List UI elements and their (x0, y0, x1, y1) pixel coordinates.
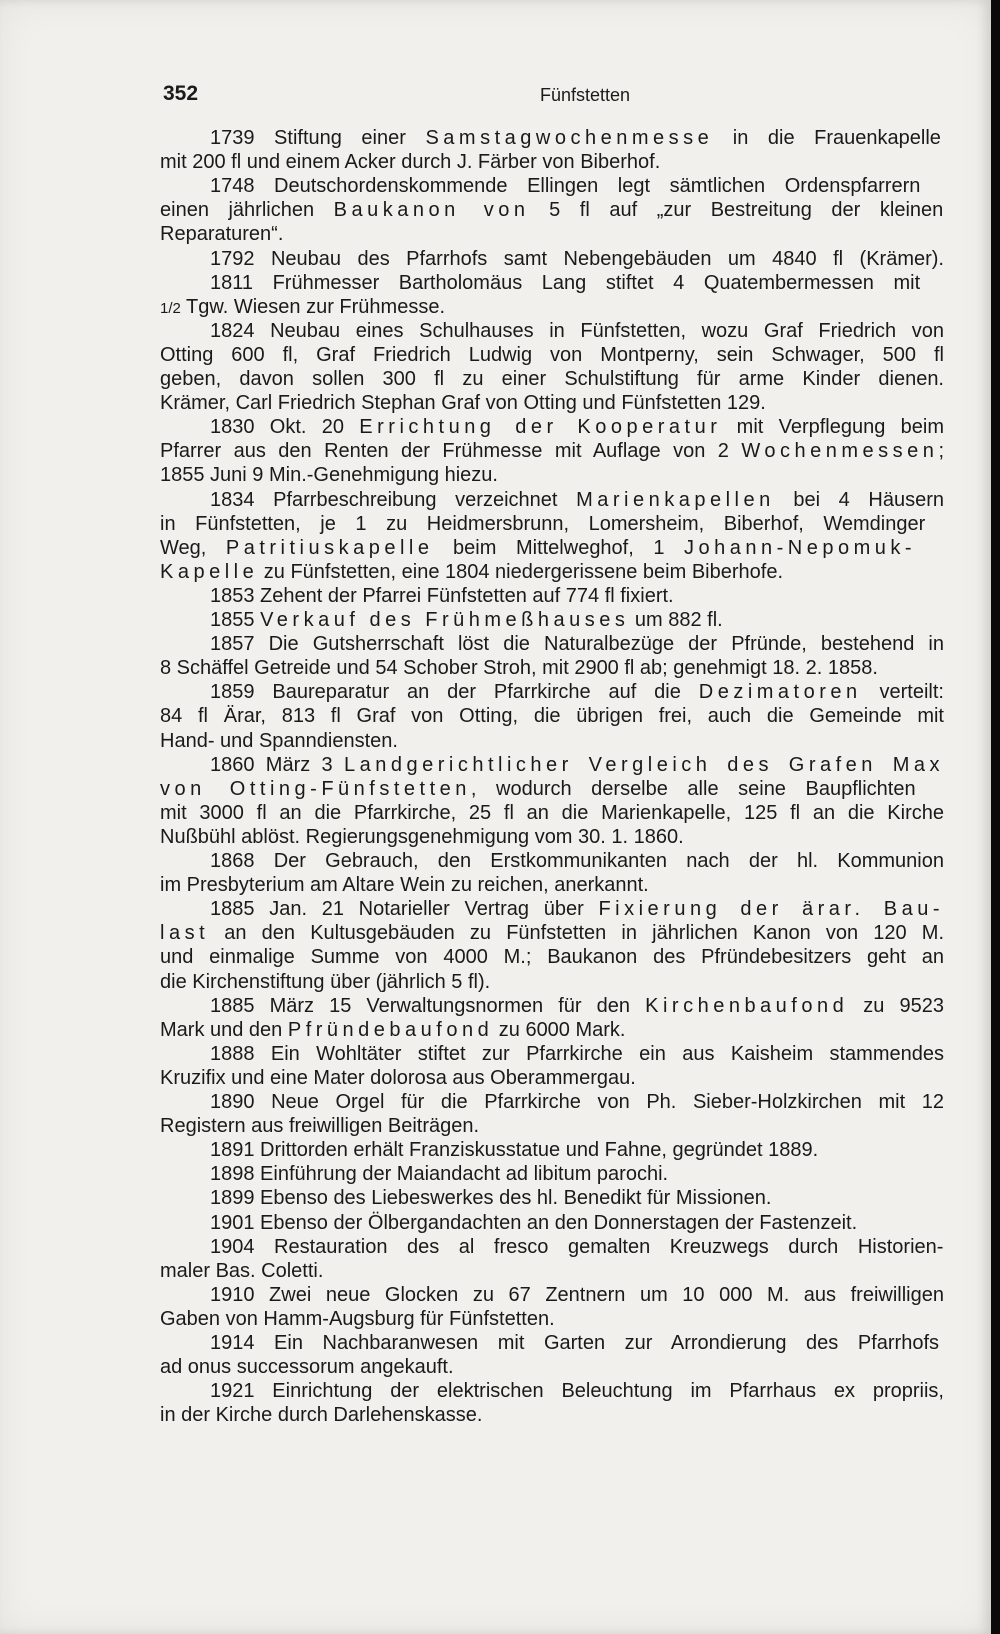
text-run: 1739 Stiftung einer (210, 127, 426, 149)
text-run: verteilt: (861, 681, 944, 704)
text-line (160, 512, 925, 536)
text-line (160, 295, 445, 321)
spaced-emphasis: Patritiuskapelle (225, 536, 434, 559)
text-run: zu 6000 Mark. (493, 1018, 626, 1041)
text-run: ; (938, 440, 944, 463)
text-run: 1811 Frühmesser Bartholomäus Lang stiftet 4 Quatembermessen mit (210, 271, 921, 294)
text-line (210, 247, 944, 271)
text-run: ad onus successorum angekauft. (160, 1356, 454, 1379)
text-run: 84 fl Ärar, 813 fl Graf von Otting, die übrigen frei, auch die Gemeinde mit (160, 705, 944, 728)
text-run: 1824 Neubau eines Schulhauses in Fünfstetten, wozu Graf Friedrich von (210, 319, 944, 342)
text-line (210, 680, 944, 704)
text-run: 1921 Einrichtung der elektrischen Beleuchtung im Pfarrhaus ex propriis, (210, 1380, 944, 1403)
text-run: 1904 Restauration des al fresco gemalten Kreuzwegs durch Historien- (210, 1235, 944, 1258)
text-run: und einmalige Summe von 4000 M.; Baukanon des Pfründebesitzers geht an (160, 946, 944, 969)
text-run: an den Kultusgebäuden zu Fünfstetten in jährlichen Kanon von 120 M. (209, 922, 944, 945)
text-run: geben, davon sollen 300 fl zu einer Schulstiftung für arme Kinder dienen. (160, 368, 944, 390)
text-line (210, 1235, 943, 1259)
text-run: beim Mittelweghof, 1 (433, 536, 685, 559)
text-line (210, 608, 723, 632)
text-run: 1857 Die Gutsherrschaft löst die Naturalbezüge der Pfründe, bestehend in (210, 633, 944, 656)
text-line (160, 704, 944, 728)
text-line (160, 921, 944, 945)
text-line (160, 729, 398, 753)
text-run: 1868 Der Gebrauch, den Erstkommunikanten nach der hl. Kommunion (210, 850, 944, 872)
text-line (160, 777, 916, 801)
text-line (160, 391, 766, 415)
text-line (160, 1403, 482, 1427)
text-line (160, 1307, 555, 1331)
text-run: , wodurch derselbe alle seine Baupflichten (470, 777, 916, 800)
text-line (160, 439, 944, 463)
text-line (210, 1162, 668, 1186)
text-run: Pfarrer aus den Renten der Frühmesse mit Auflage von 2 (160, 440, 742, 463)
text-line (210, 849, 944, 873)
text-line (160, 1066, 636, 1090)
text-line (210, 319, 944, 343)
text-line (160, 536, 916, 560)
spaced-emphasis: Kapelle (160, 560, 259, 583)
text-run: zu 9523 (848, 994, 945, 1017)
text-run: in Fünfstetten, je 1 zu Heidmersbrunn, Lomersheim, Biberhof, Wemdinger (160, 512, 926, 535)
text-line (210, 1090, 944, 1114)
fraction: 1/2 (160, 299, 181, 317)
text-line (210, 1138, 818, 1162)
text-line (160, 1259, 323, 1283)
text-run: 1885 März 15 Verwaltungsnormen für den (210, 994, 646, 1017)
text-line (210, 753, 944, 777)
text-run: maler Bas. Coletti. (160, 1259, 324, 1282)
text-run: 1910 Zwei neue Glocken zu 67 Zentnern um 10 000 M. aus freiwilligen (210, 1283, 944, 1306)
text-line (210, 1042, 944, 1066)
text-line (160, 198, 943, 222)
text-line (210, 1211, 857, 1235)
text-line (160, 873, 649, 897)
text-run: 1888 Ein Wohltäter stiftet zur Pfarrkirche ein aus Kaisheim stammendes (210, 1042, 944, 1065)
text-line (210, 897, 944, 921)
spaced-emphasis: Errichtung der Kooperatur (359, 416, 722, 439)
text-line (210, 1379, 944, 1403)
text-run: Registern aus freiwilligen Beiträgen. (160, 1115, 480, 1138)
spaced-emphasis: Johann-Nepomuk- (684, 536, 917, 559)
text-run: 1901 Ebenso der Ölbergandachten an den Donnerstagen der Fastenzeit. (210, 1211, 858, 1234)
text-run: Hand- und Spanndiensten. (160, 729, 398, 752)
spaced-emphasis: Dezimatoren (698, 681, 862, 704)
text-run: Nußbühl ablöst. Regierungsgenehmigung vom 30. 1. 1860. (160, 825, 684, 848)
text-line (210, 1331, 939, 1355)
text-line (210, 174, 920, 198)
text-run: mit 3000 fl an die Pfarrkirche, 25 fl an die Marienkapelle, 125 fl an die Kirche (160, 801, 944, 824)
spaced-emphasis: Pfründebaufond (287, 1018, 494, 1041)
text-line (160, 970, 490, 994)
text-line (160, 150, 660, 174)
text-line (160, 560, 783, 584)
text-run: um 882 fl. (629, 609, 723, 631)
text-line (210, 584, 674, 608)
text-run: einen jährlichen (160, 199, 334, 222)
text-run: 1891 Drittorden erhält Franziskusstatue und Fahne, gegründet 1889. (210, 1139, 819, 1162)
text-line (160, 801, 944, 825)
text-line (160, 222, 283, 246)
text-run: 1890 Neue Orgel für die Pfarrkirche von Ph. Sieber-Holzkirchen mit 12 (210, 1091, 944, 1113)
text-run: 5 fl auf „zur Bestreitung der kleinen (529, 199, 944, 222)
running-title: Fünfstetten (540, 85, 631, 105)
spaced-emphasis: Baukanon von (333, 199, 530, 222)
text-run: Reparaturen“. (160, 223, 284, 246)
spaced-emphasis: Wochenmessen (741, 440, 939, 463)
text-line (160, 463, 498, 487)
text-run: im Presbyterium am Altare Wein zu reichen, anerkannt. (160, 874, 649, 897)
spaced-emphasis: last (160, 922, 210, 945)
text-line (210, 994, 944, 1018)
text-run: bei 4 Häusern (774, 488, 944, 511)
text-line (160, 1018, 626, 1042)
text-run: Weg, (160, 536, 226, 559)
text-run: 1885 Jan. 21 Notarieller Vertrag über (210, 898, 599, 921)
text-line (210, 271, 920, 295)
text-line (160, 656, 878, 680)
text-line (160, 343, 944, 367)
text-run: zu Fünfstetten, eine 1804 niedergerissene beim Biberhofe. (258, 560, 783, 583)
text-run: mit 200 fl und einem Acker durch J. Färber von Biberhof. (160, 151, 661, 174)
text-run: Krämer, Carl Friedrich Stephan Graf von Otting und Fünfstetten 129. (160, 392, 766, 415)
text-run: 1748 Deutschordenskommende Ellingen legt sämtlichen Ordenspfarrern (210, 175, 921, 198)
text-run: in der Kirche durch Darlehenskasse. (160, 1404, 483, 1427)
text-line (160, 1114, 479, 1138)
spaced-emphasis: Landgerichtlicher Vergleich des Grafen Max (344, 753, 944, 776)
spaced-emphasis: Fixierung der ärar. Bau- (598, 898, 944, 921)
text-run: Kruzifix und eine Mater dolorosa aus Oberammergau. (160, 1066, 636, 1089)
text-run: mit Verpflegung beim (721, 416, 945, 439)
spaced-emphasis: von Otting-Fünfstetten (160, 777, 471, 800)
spaced-emphasis: Kirchenbaufond (645, 994, 849, 1017)
text-line (210, 632, 944, 656)
page-number: 352 (163, 82, 199, 105)
spaced-emphasis: Verkauf des Frühmeßhauses (260, 609, 630, 631)
text-run: 1834 Pfarrbeschreibung verzeichnet (210, 488, 577, 511)
text-run: Tgw. Wiesen zur Frühmesse. (180, 295, 446, 318)
text-run: in die Frauenkapelle (713, 127, 941, 149)
spaced-emphasis: Marienkapellen (576, 488, 775, 511)
text-run: 1859 Baureparatur an der Pfarrkirche auf die (210, 681, 699, 704)
text-run: 1855 (210, 609, 261, 631)
text-line (210, 415, 944, 439)
text-run: 1860 März 3 (210, 753, 344, 776)
text-run: Otting 600 fl, Graf Friedrich Ludwig von Montperny, sein Schwager, 500 fl (160, 343, 944, 366)
text-line (210, 1186, 771, 1210)
text-run: 1898 Einführung der Maiandacht ad libitum parochi. (210, 1163, 669, 1186)
text-run: 1899 Ebenso des Liebeswerkes des hl. Benedikt für Missionen. (210, 1187, 772, 1210)
text-line (160, 1355, 454, 1379)
text-run: 1792 Neubau des Pfarrhofs samt Nebengebäuden um 4840 fl (Krämer). (210, 247, 944, 270)
text-line (160, 367, 944, 391)
text-run: 1855 Juni 9 Min.-Genehmigung hiezu. (160, 464, 498, 487)
text-run: die Kirchenstiftung über (jährlich 5 fl). (160, 970, 491, 993)
text-run: 1830 Okt. 20 (210, 416, 360, 439)
text-line (210, 488, 944, 512)
text-run: 8 Schäffel Getreide und 54 Schober Stroh, mit 2900 fl ab; genehmigt 18. 2. 1858. (160, 657, 878, 680)
spaced-emphasis: Samstagwochenmesse (425, 127, 714, 149)
text-line (210, 126, 941, 150)
text-run: 1914 Ein Nachbaranwesen mit Garten zur Arrondierung des Pfarrhofs (210, 1332, 940, 1354)
text-line (160, 945, 944, 969)
text-run: Mark und den (160, 1018, 288, 1041)
text-run: 1853 Zehent der Pfarrei Fünfstetten auf 774 fl fixiert. (210, 584, 674, 607)
text-run: Gaben von Hamm-Augsburg für Fünfstetten. (160, 1307, 555, 1330)
text-line (160, 825, 684, 849)
text-line (210, 1283, 944, 1307)
